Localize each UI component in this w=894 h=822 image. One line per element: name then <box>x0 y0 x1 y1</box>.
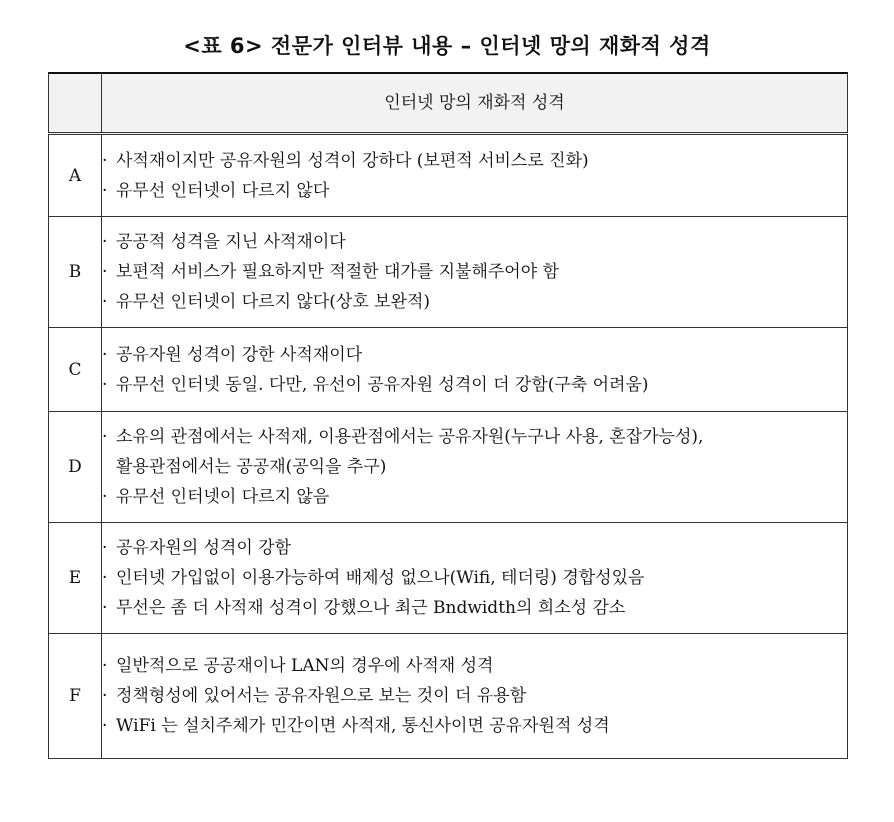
row-content-d <box>102 412 848 523</box>
table-row-f <box>49 634 848 759</box>
header-corner-cell <box>49 73 102 134</box>
bullet-mark: · <box>102 262 108 282</box>
list-item <box>102 146 847 176</box>
bullet-mark: · <box>102 716 108 736</box>
row-label-a: A <box>49 134 102 217</box>
table-row-c <box>49 328 848 412</box>
list-item-text: 공유자원의 성격이 강함 <box>116 538 292 558</box>
row-label-d: D <box>49 412 102 523</box>
list-item <box>102 533 847 563</box>
table-row-b <box>49 217 848 328</box>
row-content-b <box>102 217 848 328</box>
list-item <box>102 422 847 452</box>
list-item <box>102 340 847 370</box>
list-item <box>102 482 847 512</box>
list-item-text: 소유의 관점에서는 사적재, 이용관점에서는 공유자원(누구나 사용, 혼잡가능성), <box>116 427 704 447</box>
bullet-mark: · <box>102 180 108 201</box>
row-label-b: B <box>49 217 102 328</box>
list-item-text: 무선은 좀 더 사적재 성격이 강했으나 최근 Bndwidth의 희소성 감소 <box>116 598 626 618</box>
table-row-a <box>49 134 848 217</box>
list-item-text: 인터넷 가입없이 이용가능하여 배제성 없으나(Wifi, 테더링) 경합성있음 <box>116 568 645 588</box>
list-item <box>102 287 847 317</box>
list-item-text: 유무선 인터넷이 다르지 않다(상호 보완적) <box>116 292 431 312</box>
row-content-a <box>102 134 848 217</box>
list-item <box>102 593 847 623</box>
row-label-e: E <box>49 523 102 634</box>
table-header-row <box>49 73 848 134</box>
list-item-text: 정책형성에 있어서는 공유자원으로 보는 것이 더 유용함 <box>116 686 527 706</box>
list-item <box>102 370 847 400</box>
list-item-text: 일반적으로 공공재이나 LAN의 경우에 사적재 성격 <box>116 656 494 676</box>
list-item-text: WiFi 는 설치주체가 민간이면 사적재, 통신사이면 공유자원적 성격 <box>116 716 610 736</box>
header-title-cell: 인터넷 망의 재화적 성격 <box>102 73 848 134</box>
list-item-continuation <box>102 452 847 482</box>
table-caption: <표 6> 전문가 인터뷰 내용 – 인터넷 망의 재화적 성격 <box>183 34 711 58</box>
row-content-f <box>102 634 848 759</box>
list-item <box>102 257 847 287</box>
bullet-mark: · <box>102 292 108 312</box>
list-item <box>102 681 847 711</box>
list-item-text: 활용관점에서는 공공재(공익을 추구) <box>116 457 387 477</box>
row-content-e <box>102 523 848 634</box>
list-item-text: 사적재이지만 공유자원의 성격이 강하다 (보편적 서비스로 진화) <box>116 150 589 171</box>
interview-table <box>48 72 848 759</box>
list-item <box>102 176 847 206</box>
bullet-mark: · <box>102 232 108 252</box>
bullet-mark: · <box>102 598 108 618</box>
bullet-mark: · <box>102 538 108 558</box>
bullet-mark: · <box>102 487 108 507</box>
list-item <box>102 227 847 257</box>
row-label-f: F <box>49 634 102 759</box>
bullet-mark: · <box>102 656 108 676</box>
list-item-text: 보편적 서비스가 필요하지만 적절한 대가를 지불해주어야 함 <box>116 262 559 282</box>
list-item-text: 유무선 인터넷 동일. 다만, 유선이 공유자원 성격이 더 강함(구축 어려움) <box>116 374 649 395</box>
bullet-mark: · <box>102 686 108 706</box>
table-row-e <box>49 523 848 634</box>
list-item <box>102 563 847 593</box>
list-item-text: 유무선 인터넷이 다르지 않다 <box>116 180 330 201</box>
list-item-text: 유무선 인터넷이 다르지 않음 <box>116 487 330 507</box>
bullet-mark: · <box>102 150 108 171</box>
list-item <box>102 711 847 741</box>
bullet-mark: · <box>102 344 108 365</box>
list-item-text: 공공적 성격을 지닌 사적재이다 <box>116 232 346 252</box>
list-item-text: 공유자원 성격이 강한 사적재이다 <box>116 344 363 365</box>
bullet-mark: · <box>102 427 108 447</box>
bullet-mark: · <box>102 374 108 395</box>
table-row-d <box>49 412 848 523</box>
row-label-c: C <box>49 328 102 412</box>
list-item <box>102 651 847 681</box>
bullet-mark: · <box>102 568 108 588</box>
row-content-c <box>102 328 848 412</box>
